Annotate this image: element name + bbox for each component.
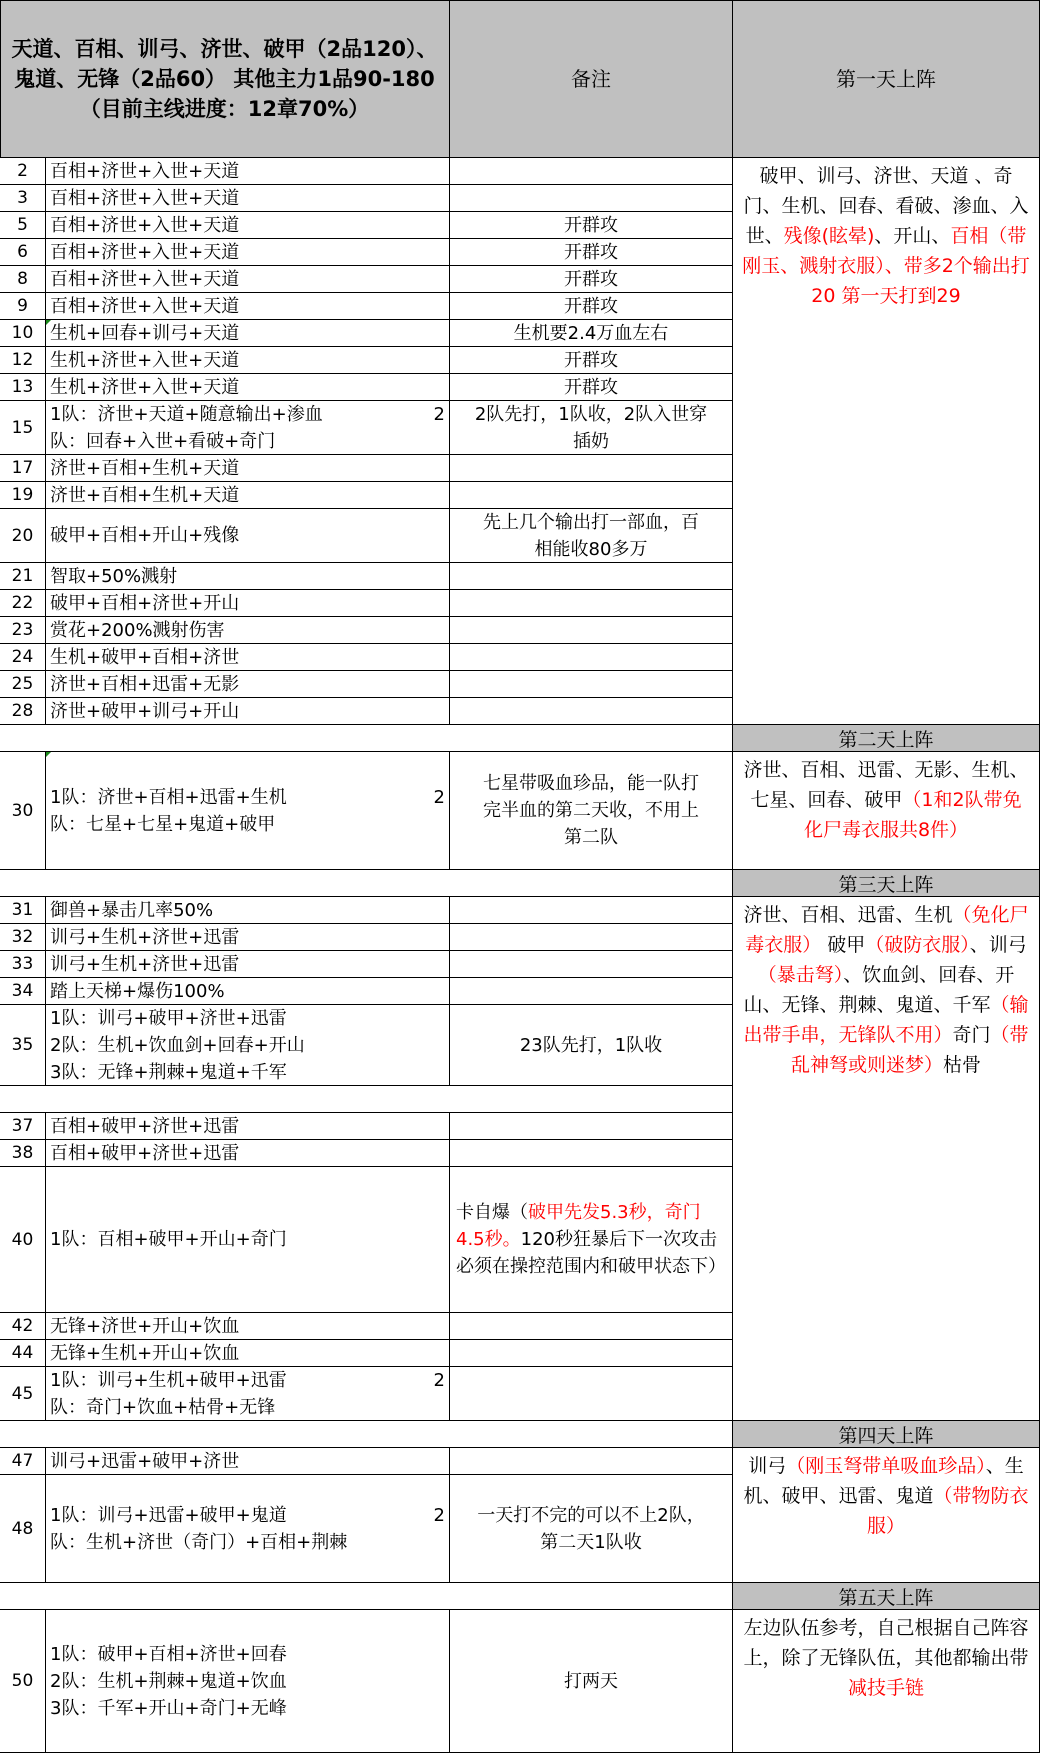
team-cell[interactable]: [46, 509, 450, 563]
day-heading-cell: [733, 870, 1040, 897]
row-number: 21: [11, 566, 34, 586]
team-line: [50, 784, 445, 811]
note-text: 开群攻: [564, 376, 618, 398]
row-number-cell[interactable]: [0, 1475, 46, 1583]
note-text: 先上几个输出打一部血，百: [483, 511, 699, 533]
day-heading-cell: [733, 1583, 1040, 1610]
note-cell[interactable]: [450, 644, 733, 671]
note-text: 生机要2.4万血左右: [513, 322, 669, 344]
row-number-cell[interactable]: [0, 320, 46, 347]
header-cell-notes: [450, 0, 733, 158]
row-number-cell[interactable]: [0, 978, 46, 1005]
team-text: 无锋+济世+开山+饮血: [50, 1315, 240, 1337]
row-number: 50: [11, 1671, 34, 1691]
row-number-cell[interactable]: [0, 1167, 46, 1313]
comment-marker-icon: [46, 320, 51, 325]
team-text: 百相+济世+入世+天道: [50, 268, 240, 290]
row-number-cell[interactable]: [0, 1610, 46, 1753]
note-cell[interactable]: [450, 509, 733, 563]
row-number-cell[interactable]: [0, 185, 46, 212]
team-cell[interactable]: [46, 374, 450, 401]
row-number: 47: [11, 1451, 34, 1471]
note-text: 120秒狂暴后下一次攻击必须在操控范围内和破甲状态下）: [456, 1229, 726, 1277]
row-number-cell[interactable]: [0, 1140, 46, 1167]
row-number: 12: [11, 350, 34, 370]
roster-highlight: （带乱神弩或则迷梦）: [790, 1024, 1029, 1076]
row-number: 37: [11, 1116, 34, 1136]
team-cell[interactable]: [46, 752, 450, 870]
team-cell[interactable]: [46, 401, 450, 455]
day-heading-cell: [733, 1421, 1040, 1448]
team-cell[interactable]: [46, 455, 450, 482]
header-cell-teams: [0, 0, 450, 158]
team-text: 2队：生机+饮血剑+回春+开山: [50, 1034, 305, 1056]
note-cell[interactable]: [450, 212, 733, 239]
row-number-cell[interactable]: [0, 1113, 46, 1140]
team-cell[interactable]: [46, 671, 450, 698]
team-continuation: 2: [433, 1369, 445, 1391]
team-cell[interactable]: [46, 1140, 450, 1167]
note-cell[interactable]: [450, 266, 733, 293]
row-number: 13: [11, 377, 34, 397]
roster-text: 奇门: [952, 1024, 991, 1046]
note-cell[interactable]: [450, 1167, 733, 1313]
team-text: 生机+破甲+百相+济世: [50, 646, 240, 668]
team-text: 队：生机+济世（奇门）+百相+荆棘: [50, 1531, 348, 1553]
roster-highlight: （带物防衣服）: [866, 1485, 1029, 1537]
note-cell[interactable]: [450, 924, 733, 951]
day-heading: 第二天上阵: [838, 728, 934, 751]
team-cell[interactable]: [46, 320, 450, 347]
separator-row: [0, 1421, 733, 1448]
team-text: 济世+百相+生机+天道: [50, 484, 240, 506]
team-cell[interactable]: [46, 239, 450, 266]
row-number: 9: [17, 296, 28, 316]
note-content: [564, 239, 618, 266]
team-cell[interactable]: [46, 590, 450, 617]
team-text: 百相+济世+入世+天道: [50, 241, 240, 263]
team-text: 3队：无锋+荆棘+鬼道+千军: [50, 1061, 287, 1083]
day-roster-cell[interactable]: [733, 897, 1040, 1421]
header-day1-text: 第一天上阵: [836, 66, 936, 91]
note-cell[interactable]: [450, 239, 733, 266]
team-cell[interactable]: [46, 185, 450, 212]
row-number: 48: [11, 1518, 34, 1539]
team-text: 1队：济世+百相+迅雷+生机: [50, 786, 287, 808]
team-cell[interactable]: [46, 1313, 450, 1340]
team-text: 训弓+迅雷+破甲+济世: [50, 1450, 240, 1472]
note-content: [456, 1199, 726, 1280]
roster-text: 破甲、训弓、济世、天道 、奇门、生机、回春、看破、渗血、入世、: [743, 165, 1029, 247]
note-cell[interactable]: [450, 752, 733, 870]
team-cell[interactable]: [46, 563, 450, 590]
team-line: [50, 1367, 445, 1394]
team-line: [50, 1502, 445, 1529]
row-number: 42: [11, 1316, 34, 1336]
team-text: 训弓+生机+济世+迅雷: [50, 926, 240, 948]
row-number-cell[interactable]: [0, 401, 46, 455]
team-cell[interactable]: [46, 924, 450, 951]
team-text: 百相+破甲+济世+迅雷: [50, 1115, 240, 1137]
note-cell[interactable]: [450, 563, 733, 590]
team-text: 百相+济世+入世+天道: [50, 214, 240, 236]
team-text: 生机+济世+入世+天道: [50, 376, 240, 398]
row-number: 24: [11, 647, 34, 667]
day-heading: 第五天上阵: [838, 1586, 934, 1609]
team-text: 1队：破甲+百相+济世+回春: [50, 1643, 287, 1665]
roster-text: 济世、百相、迅雷、无影、生机、七星、回春、破甲: [743, 759, 1029, 811]
team-cell[interactable]: [46, 698, 450, 725]
header-cell-day1: [733, 0, 1040, 158]
team-text: 破甲+百相+济世+开山: [50, 592, 240, 614]
note-cell[interactable]: [450, 158, 733, 185]
row-number: 3: [17, 188, 28, 208]
roster-text: 破甲: [821, 934, 866, 956]
team-line: [50, 1005, 445, 1032]
note-text: 第二天1队收: [540, 1531, 642, 1553]
roster-text: 济世、百相、迅雷、生机: [743, 904, 953, 926]
note-cell[interactable]: [450, 374, 733, 401]
note-content: [564, 374, 618, 401]
team-cell[interactable]: [46, 1005, 450, 1086]
team-cell[interactable]: [46, 978, 450, 1005]
team-text: 踏上天梯+爆伤100%: [50, 980, 225, 1002]
roster-highlight: （破防衣服）: [865, 934, 970, 956]
row-number-cell[interactable]: [0, 752, 46, 870]
row-number-cell[interactable]: [0, 239, 46, 266]
row-number-cell[interactable]: [0, 482, 46, 509]
team-text: 赏花+200%溅射伤害: [50, 619, 225, 641]
note-text: 七星带吸血珍品，能一队打: [483, 773, 699, 794]
row-number: 8: [17, 269, 28, 289]
note-cell[interactable]: [450, 482, 733, 509]
row-number-cell[interactable]: [0, 455, 46, 482]
row-number: 22: [11, 593, 34, 613]
team-cell[interactable]: [46, 482, 450, 509]
team-cell[interactable]: [46, 644, 450, 671]
note-text: 开群攻: [564, 214, 618, 236]
team-text: 济世+百相+迅雷+无影: [50, 673, 240, 695]
team-text: 无锋+生机+开山+饮血: [50, 1342, 240, 1364]
row-number: 30: [11, 800, 34, 821]
note-text: 开群攻: [564, 268, 618, 290]
day-roster-cell[interactable]: [733, 1448, 1040, 1583]
note-paragraph: [456, 1199, 726, 1280]
team-cell[interactable]: [46, 1610, 450, 1753]
note-cell[interactable]: [450, 1005, 733, 1086]
note-cell[interactable]: [450, 978, 733, 1005]
team-text: 百相+破甲+济世+迅雷: [50, 1142, 240, 1164]
separator-row: [0, 1583, 733, 1610]
team-line: [50, 1641, 445, 1668]
row-number: 28: [11, 701, 34, 721]
row-number: 6: [17, 242, 28, 262]
team-cell[interactable]: [46, 1475, 450, 1583]
row-number-cell[interactable]: [0, 293, 46, 320]
note-content: [520, 1032, 662, 1059]
team-text: 1队：济世+天道+随意输出+渗血: [50, 403, 323, 425]
note-text: 开群攻: [564, 295, 618, 317]
row-number: 23: [11, 620, 34, 640]
roster-text: 、饮血剑、回春、开山、无锋、荆棘、鬼道、千军: [743, 964, 1015, 1016]
row-number-cell[interactable]: [0, 374, 46, 401]
roster-highlight: （输出带手串，无锋队不用）: [743, 994, 1029, 1046]
separator-row: [0, 870, 733, 897]
team-text: 智取+50%溅射: [50, 565, 178, 587]
team-text: 生机+回春+训弓+天道: [50, 322, 240, 344]
note-cell[interactable]: [450, 320, 733, 347]
row-number: 34: [11, 981, 34, 1001]
note-text: 完半血的第二天收，不用上: [483, 800, 699, 821]
team-cell[interactable]: [46, 897, 450, 924]
roster-highlight: （1和2队带免化尸毒衣服共8件）: [803, 789, 1022, 841]
team-text: 济世+百相+生机+天道: [50, 457, 240, 479]
row-number-cell[interactable]: [0, 590, 46, 617]
note-text: 相能收80多万: [534, 538, 648, 560]
team-text: 生机+济世+入世+天道: [50, 349, 240, 371]
team-text: 百相+济世+入世+天道: [50, 187, 240, 209]
note-highlight: 破甲先发5.3秒，奇门4.5秒。: [456, 1202, 701, 1250]
separator-row: [0, 725, 733, 752]
row-number: 25: [11, 674, 34, 694]
team-text: 2队：生机+荆棘+鬼道+饮血: [50, 1670, 287, 1692]
team-continuation: 2: [433, 403, 445, 425]
note-content: [564, 293, 618, 320]
row-number: 33: [11, 954, 34, 974]
row-number-cell[interactable]: [0, 1005, 46, 1086]
row-number-cell[interactable]: [0, 1448, 46, 1475]
note-text: 开群攻: [564, 241, 618, 263]
row-number-cell[interactable]: [0, 1367, 46, 1421]
row-number: 35: [11, 1035, 34, 1055]
note-cell[interactable]: [450, 455, 733, 482]
row-number-cell[interactable]: [0, 158, 46, 185]
day-roster-cell[interactable]: [733, 158, 1040, 725]
note-text: 插奶: [572, 430, 609, 452]
row-number-cell[interactable]: [0, 1313, 46, 1340]
note-cell[interactable]: [450, 1610, 733, 1753]
day-heading: 第三天上阵: [838, 873, 934, 896]
comment-marker-icon: [46, 752, 51, 757]
team-continuation: 2: [433, 786, 445, 808]
team-text: 破甲+百相+开山+残像: [50, 525, 240, 546]
team-cell[interactable]: [46, 1367, 450, 1421]
note-text: 开群攻: [564, 349, 618, 371]
team-cell[interactable]: [46, 1167, 450, 1313]
team-cell[interactable]: [46, 347, 450, 374]
note-text: 2队先打，1队收，2队入世穿: [474, 403, 708, 425]
row-number: 5: [17, 215, 28, 235]
sheet-top-border: [0, 0, 1040, 1]
roster-highlight: 百相（带刚玉、溅射衣服）、带多2个输出打20 第一天打到29: [742, 225, 1030, 307]
roster-text: 枯骨: [943, 1054, 982, 1076]
note-content: [564, 266, 618, 293]
team-text: 队：七星+七星+鬼道+破甲: [50, 813, 276, 835]
team-text: 御兽+暴击几率50%: [50, 899, 214, 921]
team-cell[interactable]: [46, 158, 450, 185]
roster-highlight: （刚玉弩带单吸血珍品）: [786, 1455, 986, 1477]
row-number-cell[interactable]: [0, 644, 46, 671]
roster-highlight: （暴击弩）: [757, 964, 844, 986]
note-cell[interactable]: [450, 897, 733, 924]
roster-text: 、开山、: [874, 225, 951, 247]
note-cell[interactable]: [450, 1113, 733, 1140]
roster-text: 、生机、破甲、迅雷、鬼道: [743, 1455, 1024, 1507]
note-text: 打两天: [564, 1670, 618, 1692]
note-text: 第二队: [564, 827, 618, 848]
row-number-cell[interactable]: [0, 212, 46, 239]
note-cell[interactable]: [450, 185, 733, 212]
note-cell[interactable]: [450, 1448, 733, 1475]
note-cell[interactable]: [450, 671, 733, 698]
row-number-cell[interactable]: [0, 698, 46, 725]
team-cell[interactable]: [46, 293, 450, 320]
row-number-cell[interactable]: [0, 924, 46, 951]
row-number: 17: [11, 458, 34, 478]
day-roster-cell[interactable]: [733, 752, 1040, 870]
note-cell[interactable]: [450, 1367, 733, 1421]
note-content: [514, 320, 669, 347]
row-number: 45: [11, 1383, 34, 1404]
row-number: 38: [11, 1143, 34, 1163]
note-cell[interactable]: [450, 698, 733, 725]
note-cell[interactable]: [450, 617, 733, 644]
note-cell[interactable]: [450, 401, 733, 455]
team-cell[interactable]: [46, 951, 450, 978]
row-number: 2: [17, 161, 28, 181]
team-text: 1队：百相+破甲+开山+奇门: [50, 1229, 287, 1250]
team-text: 队：奇门+饮血+枯骨+无锋: [50, 1396, 276, 1418]
separator-row: [0, 1086, 733, 1113]
day-heading-cell: [733, 725, 1040, 752]
team-text: 1队：训弓+迅雷+破甲+鬼道: [50, 1504, 287, 1526]
row-number: 10: [11, 323, 34, 343]
note-cell[interactable]: [450, 1313, 733, 1340]
note-cell[interactable]: [450, 293, 733, 320]
header-notes-text: 备注: [571, 66, 611, 91]
row-number: 31: [11, 900, 34, 920]
row-number-cell[interactable]: [0, 1340, 46, 1367]
row-number-cell[interactable]: [0, 347, 46, 374]
header-teams-text: 天道、百相、训弓、济世、破甲（2品120）、鬼道、无锋（2品60） 其他主力1品90-180（目前主线进度：12章70%）: [11, 36, 438, 121]
day-heading: 第四天上阵: [838, 1424, 934, 1447]
row-number-cell[interactable]: [0, 266, 46, 293]
row-number: 44: [11, 1343, 34, 1363]
team-text: 训弓+生机+济世+迅雷: [50, 953, 240, 975]
day-roster-cell[interactable]: [733, 1610, 1040, 1753]
row-number-cell[interactable]: [0, 617, 46, 644]
note-cell[interactable]: [450, 1475, 733, 1583]
team-line: [50, 401, 445, 428]
roster-text: 、训弓: [969, 934, 1027, 956]
team-cell[interactable]: [46, 1340, 450, 1367]
note-text: 23队先打，1队收: [519, 1034, 663, 1056]
note-cell[interactable]: [450, 1140, 733, 1167]
roster-text: 左边队伍参考，自己根据自己阵容上，除了无锋队伍，其他都输出带: [743, 1617, 1029, 1669]
team-text: 1队：训弓+生机+破甲+迅雷: [50, 1369, 287, 1391]
team-cell[interactable]: [46, 1448, 450, 1475]
roster-highlight: 减技手链: [847, 1677, 924, 1699]
note-content: [564, 347, 618, 374]
note-cell[interactable]: [450, 347, 733, 374]
row-number-cell[interactable]: [0, 671, 46, 698]
note-cell[interactable]: [450, 590, 733, 617]
team-cell[interactable]: [46, 266, 450, 293]
note-cell[interactable]: [450, 951, 733, 978]
note-content: [483, 770, 699, 851]
row-number: 15: [11, 417, 34, 438]
row-number: 40: [11, 1229, 34, 1250]
roster-highlight: 残像(眩晕): [783, 225, 875, 247]
row-number-cell[interactable]: [0, 563, 46, 590]
note-content: [564, 1668, 618, 1695]
team-text: 百相+济世+入世+天道: [50, 295, 240, 317]
row-number-cell[interactable]: [0, 951, 46, 978]
row-number: 20: [11, 525, 34, 546]
team-cell[interactable]: [46, 1113, 450, 1140]
row-number-cell[interactable]: [0, 509, 46, 563]
team-text: 队：回春+入世+看破+奇门: [50, 430, 276, 452]
team-text: 3队：千军+开山+奇门+无峰: [50, 1697, 287, 1719]
note-content: [483, 509, 699, 563]
note-text: 卡自爆（: [456, 1202, 528, 1223]
note-cell[interactable]: [450, 1340, 733, 1367]
note-text: 一天打不完的可以不上2队，: [477, 1504, 705, 1526]
team-continuation: 2: [433, 1504, 445, 1526]
roster-text: 训弓: [748, 1455, 787, 1477]
team-cell[interactable]: [46, 617, 450, 644]
note-content: [564, 212, 618, 239]
row-number: 32: [11, 927, 34, 947]
team-text: 百相+济世+入世+天道: [50, 160, 240, 182]
row-number-cell[interactable]: [0, 897, 46, 924]
row-number: 19: [11, 485, 34, 505]
team-text: 济世+破甲+训弓+开山: [50, 700, 240, 722]
note-content: [475, 401, 707, 455]
note-content: [477, 1502, 704, 1556]
roster-highlight: （免化尸毒衣服）: [745, 904, 1029, 956]
team-text: 1队：训弓+破甲+济世+迅雷: [50, 1007, 287, 1029]
team-cell[interactable]: [46, 212, 450, 239]
